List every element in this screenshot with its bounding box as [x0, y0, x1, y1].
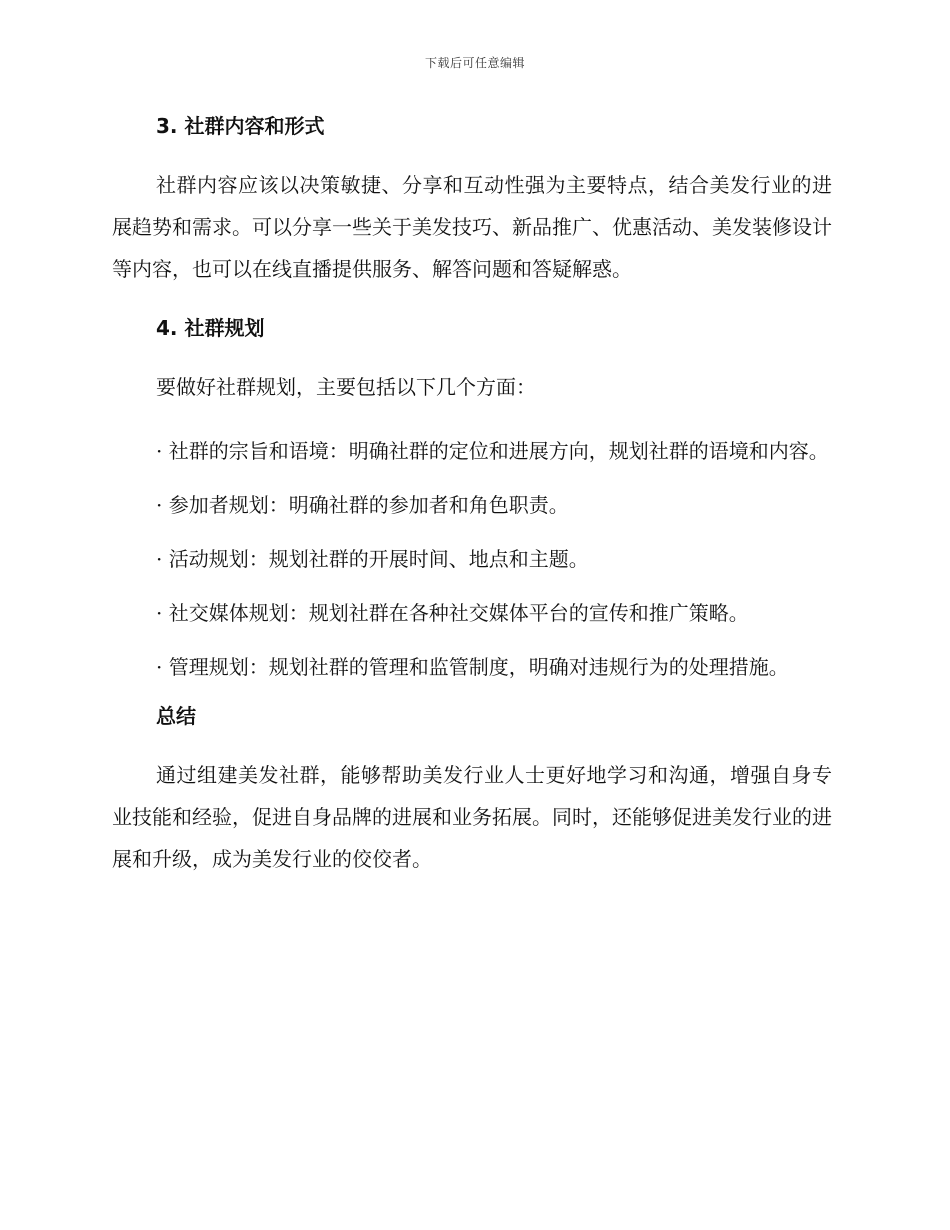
section-4-bullet-4: · 社交媒体规划：规划社群在各种社交媒体平台的宣传和推广策略。: [156, 601, 749, 625]
section-3-paragraph: 社群内容应该以决策敏捷、分享和互动性强为主要特点，结合美发行业的进展趋势和需求。可以分享一些关于美发技巧、新品推广、优惠活动、美发装修设计等内容，也可以在线直播提供服务、解答问题和答疑解惑。: [112, 173, 832, 281]
section-4-heading: 4. 社群规划: [156, 316, 265, 340]
section-3-heading: 3. 社群内容和形式: [156, 114, 325, 138]
section-4-bullet-1: · 社群的宗旨和语境：明确社群的定位和进展方向，规划社群的语境和内容。: [156, 439, 829, 463]
section-4-bullet-3: · 活动规划：规划社群的开展时间、地点和主题。: [156, 547, 589, 571]
section-4-intro: 要做好社群规划，主要包括以下几个方面：: [156, 375, 536, 399]
summary-paragraph: 通过组建美发社群，能够帮助美发行业人士更好地学习和沟通，增强自身专业技能和经验，促进自身品牌的进展和业务拓展。同时，还能够促进美发行业的进展和升级，成为美发行业的佼佼者。: [112, 763, 832, 871]
header-note: 下载后可任意编辑: [424, 56, 525, 70]
section-4-bullet-5: · 管理规划：规划社群的管理和监管制度，明确对违规行为的处理措施。: [156, 655, 789, 679]
document-body: [112, 110, 832, 890]
summary-heading: 总结: [156, 704, 196, 728]
section-4-bullet-2: · 参加者规划：明确社群的参加者和角色职责。: [156, 493, 569, 517]
